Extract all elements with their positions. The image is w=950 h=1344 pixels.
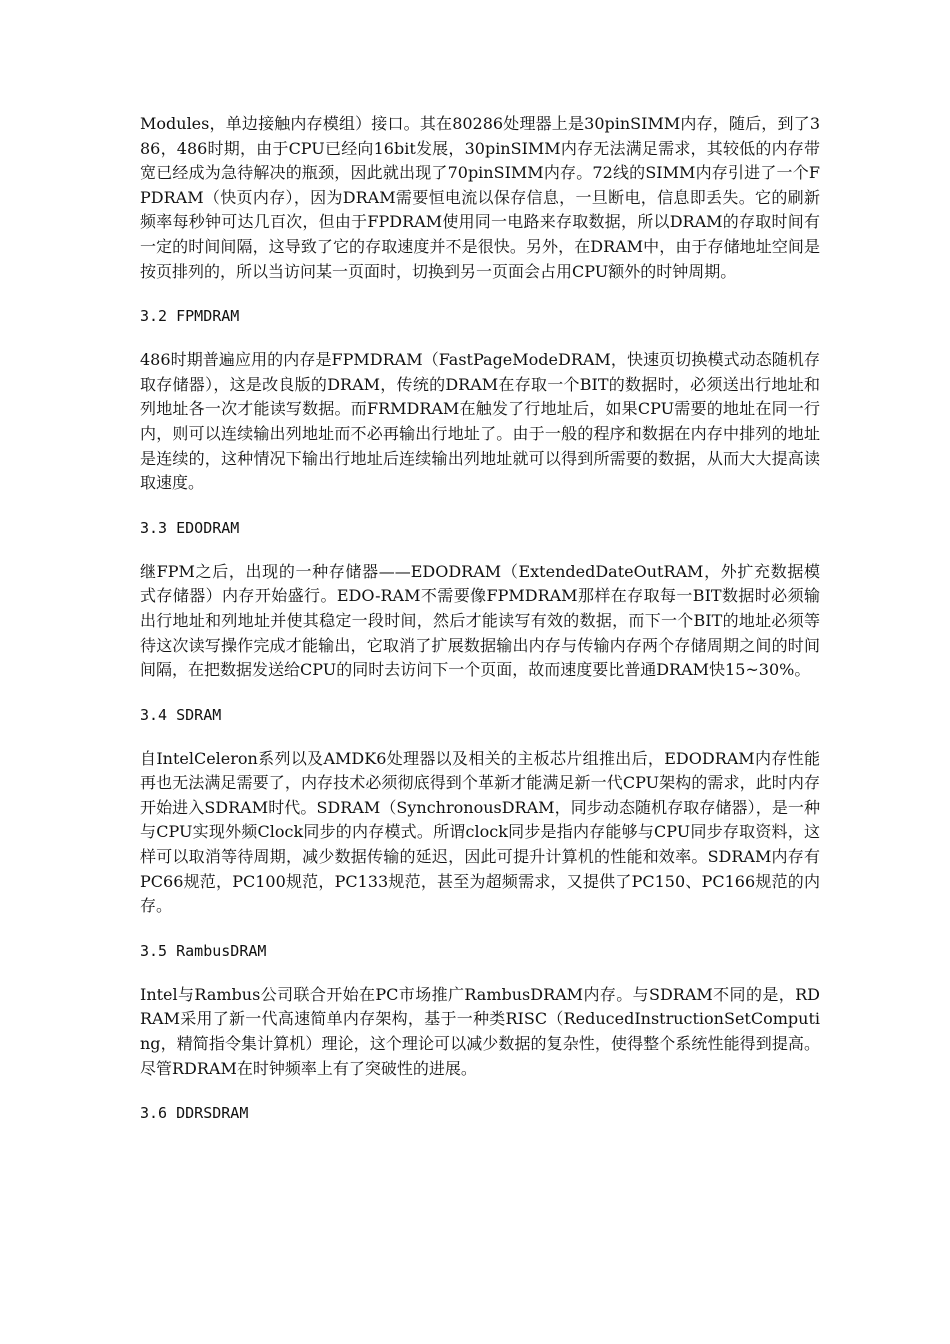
paragraph-sdram: 自IntelCeleron系列以及AMDK6处理器以及相关的主板芯片组推出后，EDODRAM内存性能再也无法满足需要了，内存技术必须彻底得到个革新才能满足新一代CPU架构的需求，此时内存开始进入SDRAM时代。SDRAM（SynchronousDRAM，同步动态随机存取存储器），是一种与CPU实现外频Clock同步的内存模式。所谓clock同步是指内存能够与CPU同步存取资料，这样可以取消等待周期，减少数据传输的延迟，因此可提升计算机的性能和效率。SDRAM内存有PC66规范，PC100规范，PC133规范，甚至为超频需求，又提供了PC150、PC166规范的内存。: [140, 748, 820, 916]
paragraph-fpmdram: 486时期普遍应用的内存是FPMDRAM（FastPageModeDRAM，快速页切换模式动态随机存取存储器），这是改良版的DRAM，传统的DRAM在存取一个BIT的数据时，必须送出行地址和列地址各一次才能读写数据。而FRMDRAM在触发了行地址后，如果CPU需要的地址在同一行内，则可以连续输出列地址而不必再输出行地址了。由于一般的程序和数据在内存中排列的地址是连续的，这种情况下输出行地址后连续输出列地址就可以得到所需要的数据，从而大大提高读取速度。: [140, 350, 820, 493]
paragraph-rambusdram: Intel与Rambus公司联合开始在PC市场推广RambusDRAM内存。与SDRAM不同的是，RDRAM采用了新一代高速简单内存架构，基于一种类RISC（ReducedInstructionSetComputing，精简指令集计算机）理论，这个理论可以减少数据的复杂性，使得整个系统性能得到提高。尽管RDRAM在时钟频率上有了突破性的进展。: [140, 984, 820, 1078]
section-heading-rambusdram: 3.5 RambusDRAM: [140, 941, 267, 960]
document-page: [140, 112, 820, 1125]
paragraph-edodram: 继FPM之后，出现的一种存储器——EDODRAM（ExtendedDateOutRAM，外扩充数据模式存储器）内存开始盛行。EDO-RAM不需要像FPMDRAM那样在存取每一BIT数据时必须输出行地址和列地址并使其稳定一段时间，然后才能读写有效的数据，而下一个BIT的地址必须等待这次读写操作完成才能输出，它取消了扩展数据输出内存与传输内存两个存储周期之间的时间间隔，在把数据发送给CPU的同时去访问下一个页面，故而速度要比普通DRAM快15~30%。: [140, 561, 820, 680]
section-heading-fpmdram: 3.2 FPMDRAM: [140, 307, 240, 326]
section-heading-edodram: 3.3 EDODRAM: [140, 518, 240, 537]
paragraph-simm-intro: Modules，单边接触内存模组）接口。其在80286处理器上是30pinSIMM内存，随后，到了386，486时期，由于CPU已经向16bit发展，30pinSIMM内存无法满足需求，其较低的内存带宽已经成为急待解决的瓶颈，因此就出现了70pinSIMM内存。72线的SIMM内存引进了一个FPDRAM（快页内存），因为DRAM需要恒电流以保存信息，一旦断电，信息即丢失。它的刷新频率每秒钟可达几百次，但由于FPDRAM使用同一电路来存取数据，所以DRAM的存取时间有一定的时间间隔，这导致了它的存取速度并不是很快。另外，在DRAM中，由于存储地址空间是按页排列的，所以当访问某一页面时，切换到另一页面会占用CPU额外的时钟周期。: [140, 114, 820, 281]
section-heading-sdram: 3.4 SDRAM: [140, 705, 222, 724]
section-heading-ddrsdram: 3.6 DDRSDRAM: [140, 1104, 249, 1123]
